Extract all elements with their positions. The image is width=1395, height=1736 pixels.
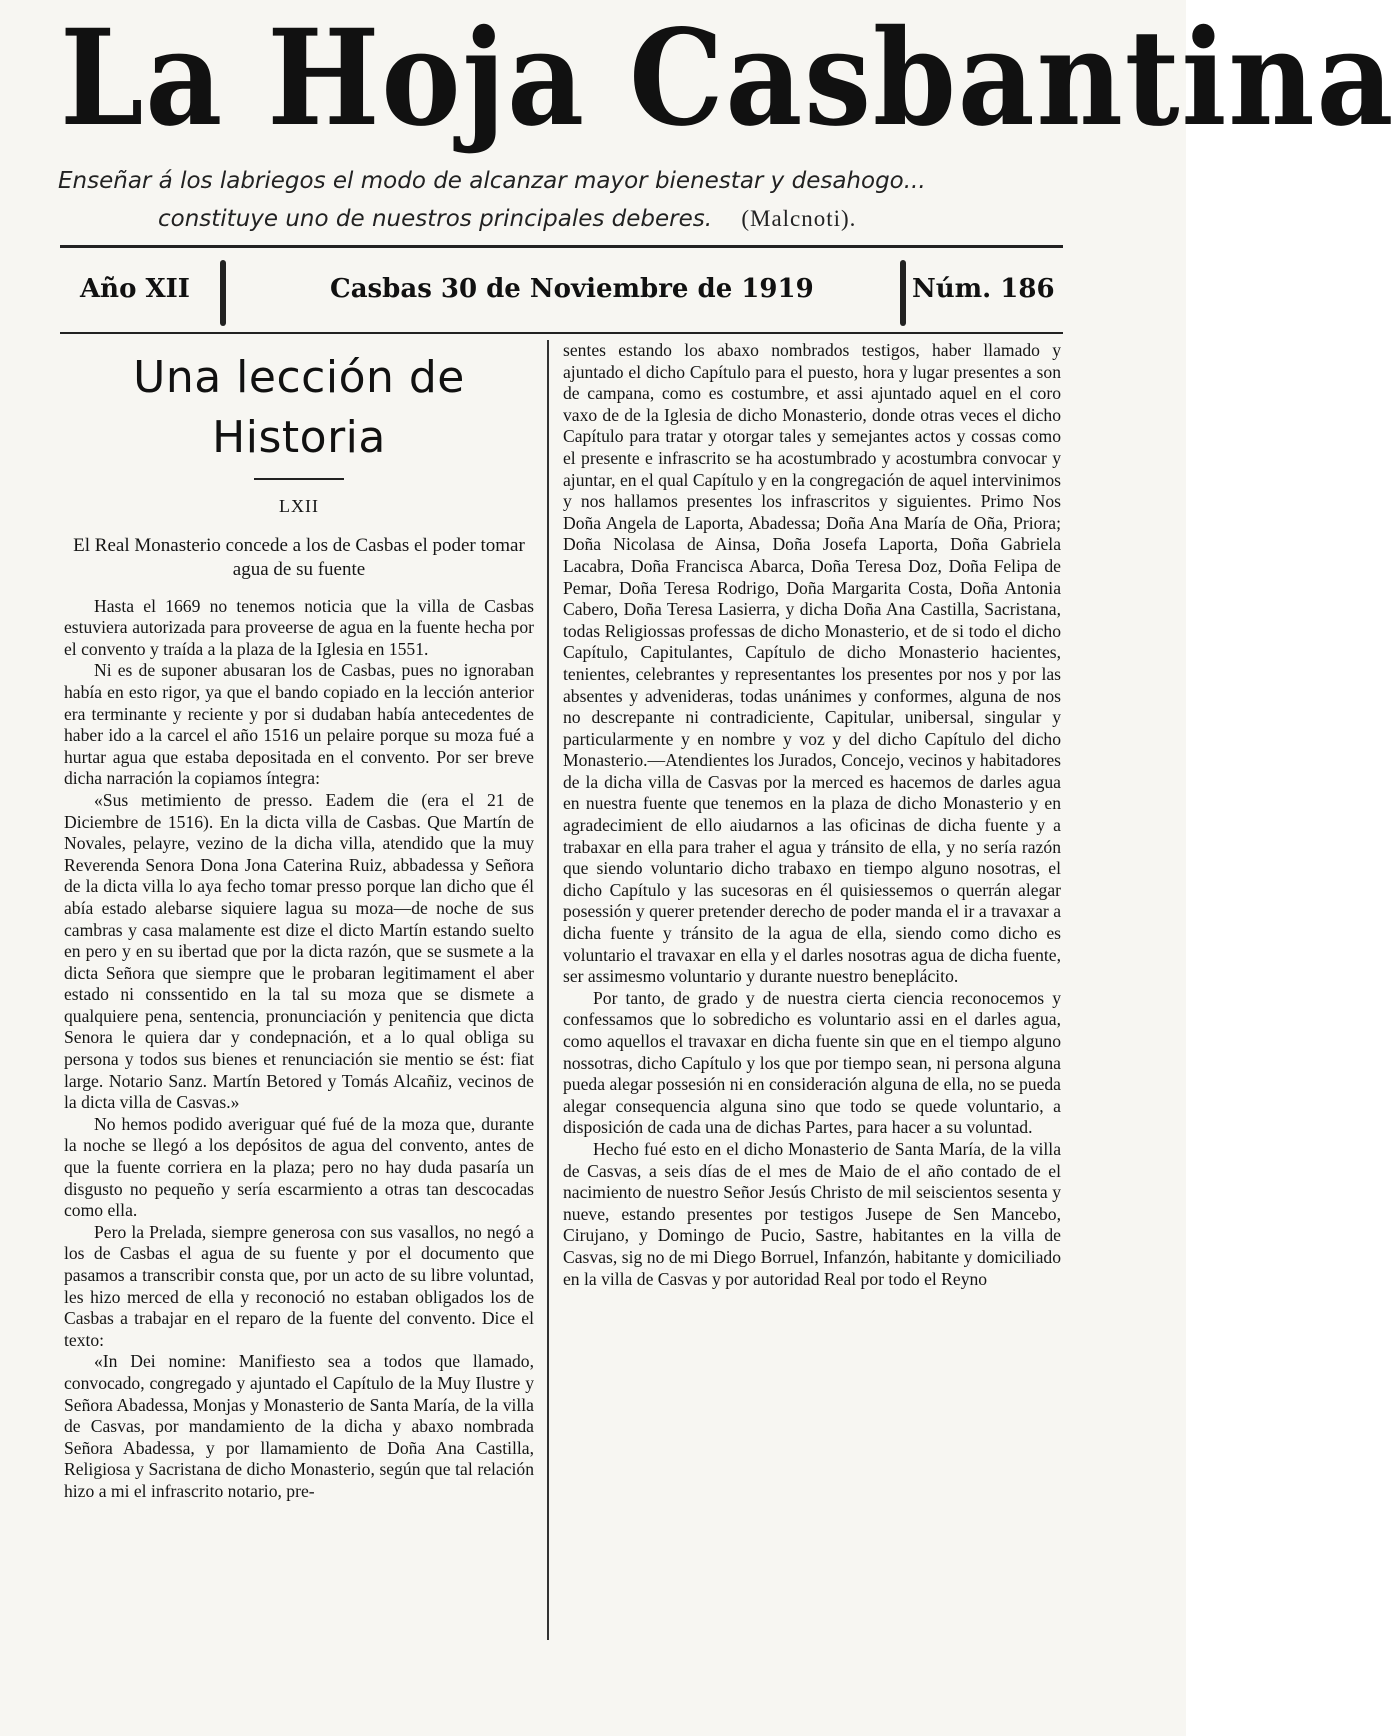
article-paragraph: «Sus metimiento de presso. Eadem die (era el 21 de Diciembre de 1516). En la dicta villa de Casbas. Que Martín de Novales, pelayre, vezino de la dicha villa, atendido que la muy Reverenda Senora Dona Jona Caterina Ruiz, abbadessa y Señora de la dicta villa lo aya fecho tomar presso porque lan dicho que él abía estado alebarse siquiere lagua su moza—de noche de sus cambras y casa malamente est dize el dicto Martín estando suelto en pero y en su ibertad que por la dicta razón, que se susmete a la dicta Señora que siempre que le probaran legitimament el aber estado ni conssentido en la tal su moza que se dismete a qualquiere pena, sentencia, pronunciación y penitencia que dicta Senora le quiera dar y condepnación, et a lo qual obliga su persona y todos sus bienes et renunciación sie mentio se ést: fiat large. Notario Sanz. Martín Betored y Tomás Alcañiz, vecinos de la dicta villa de Casvas.» bbox=[64, 789, 534, 1113]
article-subtitle: El Real Monasterio concede a los de Casbas el poder tomar agua de su fuente bbox=[73, 534, 525, 580]
article-paragraph: «In Dei nomine: Manifiesto sea a todos que llamado, convocado, congregado y ajuntado el Capítulo de la Muy Ilustre y Señora Abadessa, Monjas y Monasterio de Santa María, de la villa de Casvas, por mandamiento de la dicha y abaxo nombrada Señora Abadessa, y por llamamiento de Doña Ana Castilla, Religiosa y Sacristana de dicho Monasterio, según que tal relación hizo a mi el infrascrito notario, pre- bbox=[64, 1351, 534, 1501]
article-paragraph: Hasta el 1669 no tenemos noticia que la villa de Casbas estuviera autorizada para proveerse de agua en la fuente hecha por el convento y traída a la plaza de la Iglesia en 1551. bbox=[64, 595, 534, 659]
article-title: Una lección de Historia bbox=[133, 352, 465, 463]
motto-author: (Malcnoti). bbox=[741, 206, 857, 231]
info-bar-rule bbox=[60, 332, 1063, 334]
masthead-motto bbox=[58, 162, 1068, 238]
article-paragraph: Ni es de suponer abusaran los de Casbas, pues no ignoraban había en esto rigor, ya que el bando copiado en la lección anterior era terminante y reciente y por si dudaban había antecedentes de haber ido a la carcel el año 1516 un pelaire porque su moza fué a hurtar agua que estaba depositada en el convento. Por ser breve dicha narración la copiamos íntegra: bbox=[64, 660, 534, 789]
masthead-rule bbox=[60, 245, 1063, 248]
article-paragraph: No hemos podido averiguar qué fué de la moza que, durante la noche se llegó a los depósitos de agua del convento, antes de que la fuente corriera en la plaza; pero no hay duda pasaría un disgusto no pequeño y sería escarmiento a otras tan descocadas como ella. bbox=[64, 1113, 534, 1221]
column-divider bbox=[547, 340, 549, 1640]
issue-date: Casbas 30 de Noviembre de 1919 bbox=[330, 274, 814, 304]
article-paragraph: Pero la Prelada, siempre generosa con sus vasallos, no negó a los de Casbas el agua de su fuente y por el documento que pasamos a transcribir consta que, por un acto de su libre voluntad, les hizo merced de ella y reconoció no estaban obligados los de Casbas a trabajar en el reparo de la fuente del convento. Dice el texto: bbox=[64, 1221, 534, 1350]
article-column-left bbox=[64, 340, 534, 1503]
motto-line-2 bbox=[58, 200, 1068, 238]
title-rule bbox=[254, 478, 344, 480]
motto-line-2-text: constituye uno de nuestros principales deberes. bbox=[158, 206, 713, 232]
article-column-right bbox=[563, 340, 1061, 1290]
issue-info-bar bbox=[60, 258, 1063, 318]
issue-number: Núm. 186 bbox=[912, 274, 1055, 304]
article-paragraph: Hecho fué esto en el dicho Monasterio de Santa María, de la villa de Casvas, a seis días de el mes de Maio de el año contado de el nacimiento de nuestro Señor Jesús Christo de mil seiscientos sesenta y nueve, estando presentes por testigos Jusepe de Sen Mancebo, Cirujano, y Domingo de Pucio, Sastre, habitantes en la villa de Casvas, sig no de mi Diego Borruel, Infanzón, habitante y domiciliado en la villa de Casvas y por autoridad Real por todo el Reyno bbox=[563, 1138, 1061, 1289]
bracket-divider bbox=[220, 260, 226, 326]
masthead-title: La Hoja Casbantina bbox=[60, 1, 1395, 156]
article-chapter: LXII bbox=[279, 496, 319, 516]
article-paragraph: Por tanto, de grado y de nuestra cierta ciencia reconocemos y confessamos que lo sobredicho es voluntario assi en el darles agua, como aquellos el travaxar en dicha fuente sin que en el tiempo alguno nossotras, dicho Capítulo y los que por tiempo sean, ni persona alguna pueda alegar possesión ni en consideración alguna de ella, no se pueda alegar consequencia alguna sino que todo se quede voluntario, a disposición de cada una de dichas Partes, para hacer a su voluntad. bbox=[563, 987, 1061, 1138]
bracket-divider bbox=[900, 260, 906, 326]
article-paragraph: sentes estando los abaxo nombrados testigos, haber llamado y ajuntado el dicho Capítulo para el puesto, hora y lugar presentes a son de campana, como es costumbre, et assi ajuntado aquel en el coro vaxo de de la Iglesia de dicho Monasterio, donde otras veces el dicho Capítulo para tratar y otorgar tales y semejantes actos y cossas como el presente e infrascrito se ha acostumbrado y acostumbra convocar y ajuntar, en el qual Capítulo y en la congregación de aquel intervinimos y nos hallamos presentes los infrascritos y siguientes. Primo Nos Doña Angela de Laporta, Abadessa; Doña Ana María de Oña, Priora; Doña Nicolasa de Ainsa, Doña Josefa Laporta, Doña Gabriela Lacabra, Doña Francisca Abarca, Doña Teresa Doz, Doña Felipa de Pemar, Doña Teresa Rodrigo, Doña Margarita Costa, Doña Antonia Cabero, Doña Teresa Lasierra, y dicha Doña Ana Castilla, Sacristana, todas Religiossas professas de dicho Monasterio, et de si todo el dicho Capítulo, Capitulantes, Capítulo de dicho Monasterio hacientes, tenientes, celebrantes y representantes los presentes por nos y por las absentes y advenideras, todas unánimes y conformes, alguna de nos no descrepante ni contradiciente, Capitular, unibersal, singular y particularmente y en nombre y voz y del dicho Capítulo del dicho Monasterio.—Atendientes los Jurados, Concejo, vecinos y habitadores de la dicha villa de Casvas por la merced es hacemos de darles agua en nuestra fuente que tenemos en la plaza de dicho Monasterio y en agradecimient de ello aiudarnos a las oficinas de dicha fuente y a trabaxar en ella para traher el agua y tránsito de ella, y no sería razón que siendo voluntario dicho trabaxo en tiempo alguno nosotras, el dicho Capítulo y las sucesoras en él quisiessemos o querrán alegar posessión y querer pretender derecho de poder manda el ir a travaxar a dicha fuente y tránsito de la agua de ella, siendo como dicho es voluntario el travaxar en ella y el darles nosotras agua de dicha fuente, ser assimesmo voluntario y durante nuestro beneplácito. bbox=[563, 340, 1061, 987]
motto-line-1: Enseñar á los labriegos el modo de alcanzar mayor bienestar y desahogo... bbox=[58, 168, 926, 194]
issue-year: Año XII bbox=[80, 274, 190, 304]
